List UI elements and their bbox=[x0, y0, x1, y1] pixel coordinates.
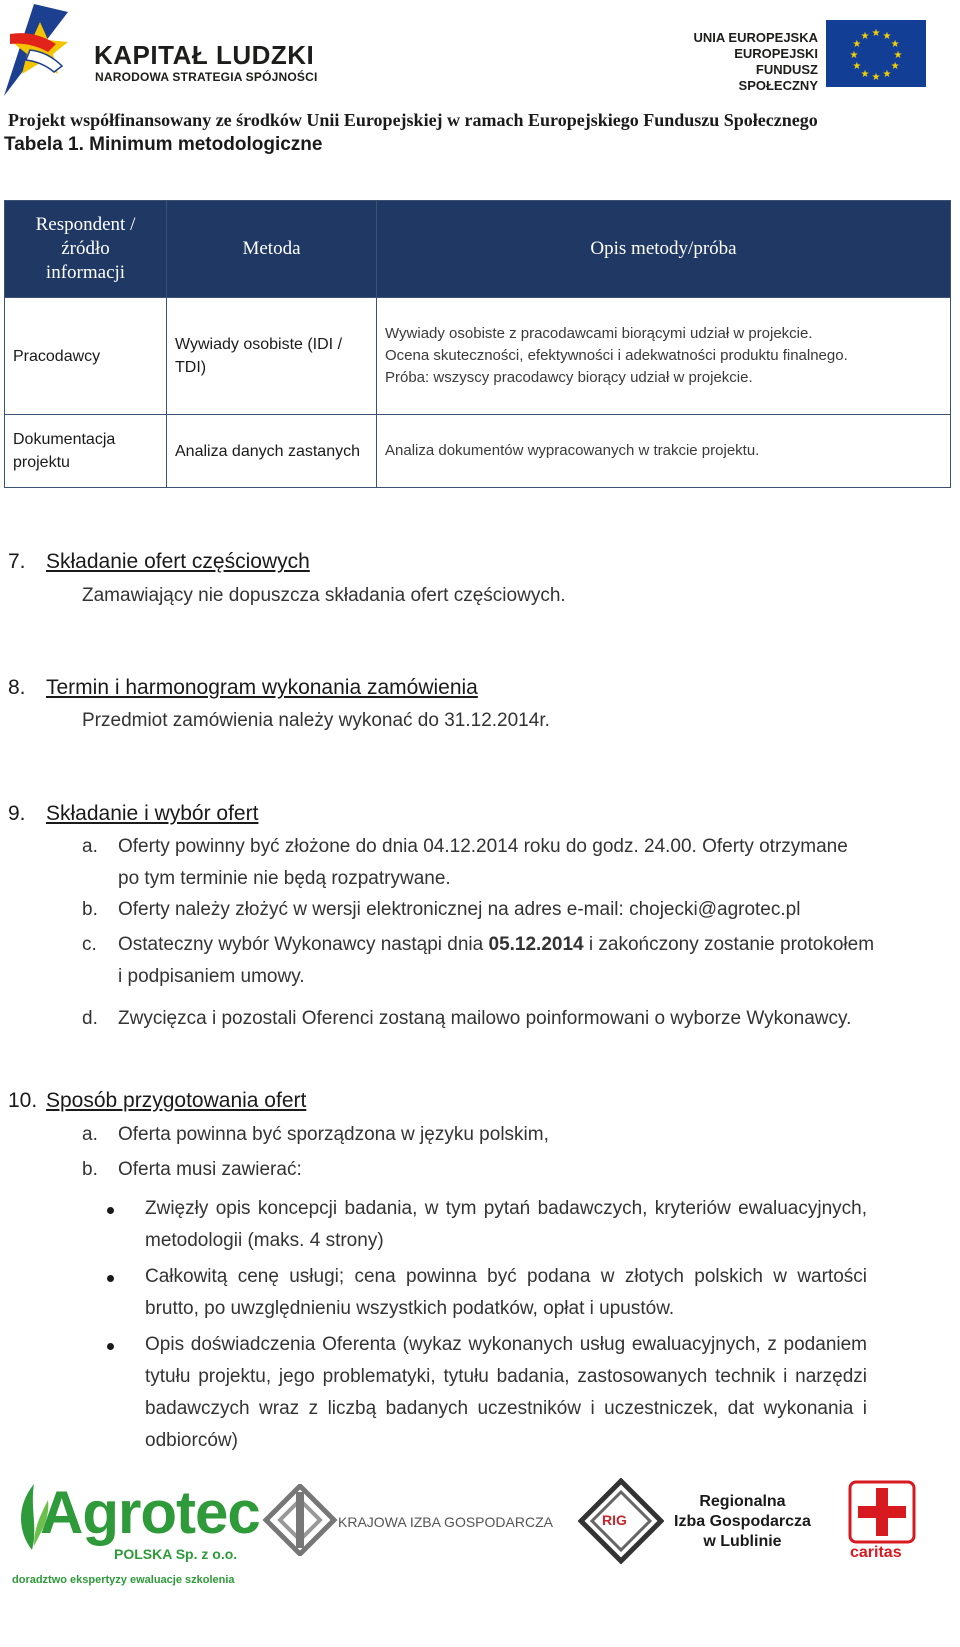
item-label: b. bbox=[82, 1159, 98, 1180]
item-content bbox=[118, 831, 942, 895]
star-emblem-icon bbox=[4, 4, 90, 100]
agrotec-tagline: doradztwo ekspertyzy ewaluacje szkolenia bbox=[12, 1574, 235, 1586]
agrotec-sub: POLSKA Sp. z o.o. bbox=[114, 1546, 238, 1562]
cell-method: Analiza danych zastanych bbox=[167, 415, 377, 488]
kig-text: KRAJOWA IZBA GOSPODARCZA bbox=[338, 1514, 553, 1530]
cell-respondent: Dokumentacja projektu bbox=[5, 415, 167, 488]
eu-flag-icon bbox=[826, 20, 926, 87]
eu-star-icon: ★ bbox=[882, 30, 892, 42]
item-line: po tym terminie nie będą rozpatrywane. bbox=[118, 868, 451, 889]
agrotec-name: Agrotec bbox=[40, 1479, 260, 1546]
list-item bbox=[82, 1154, 942, 1186]
bullet-dot-icon bbox=[107, 1343, 114, 1350]
header-respondent: Respondent / źródło informacji bbox=[5, 201, 167, 298]
text-run: Ostateczny wybór Wykonawcy nastąpi dnia bbox=[118, 934, 489, 955]
section-8-heading bbox=[8, 676, 478, 700]
bullet-dot-icon bbox=[107, 1275, 114, 1282]
section-8-text: Przedmiot zamówienia należy wykonać do 31.12.2014r. bbox=[82, 710, 550, 731]
list-item bbox=[82, 894, 942, 926]
item-line: i podpisaniem umowy. bbox=[118, 966, 305, 987]
kapital-ludzki-title: KAPITAŁ LUDZKI bbox=[94, 40, 315, 70]
bullet-text: Całkowitą cenę usługi; cena powinna być podana w złotych polskich w wartości brutto, po uwzględnieniu wszystkich podatków, opłat i upustów. bbox=[145, 1266, 867, 1319]
bullet-item bbox=[145, 1261, 867, 1325]
rig-logo bbox=[578, 1478, 810, 1564]
table-header-row bbox=[5, 201, 951, 298]
eu-star-icon: ★ bbox=[852, 39, 862, 50]
item-content bbox=[118, 929, 952, 993]
bullet-item bbox=[145, 1329, 867, 1457]
eu-star-icon: ★ bbox=[882, 69, 892, 81]
eu-line: UNIA EUROPEJSKA bbox=[693, 30, 818, 45]
item-content bbox=[118, 894, 942, 926]
eu-star-icon: ★ bbox=[852, 61, 862, 72]
cell-respondent: Pracodawcy bbox=[5, 298, 167, 415]
description-line: Próba: wszyscy pracodawcy biorący udział w projekcie. bbox=[385, 369, 753, 386]
eu-star-icon: ★ bbox=[890, 39, 900, 50]
description-line: Analiza dokumentów wypracowanych w trakcie projektu. bbox=[385, 442, 760, 459]
kig-logo bbox=[262, 1484, 562, 1562]
eu-logo bbox=[676, 14, 926, 93]
caritas-cross-icon bbox=[848, 1480, 916, 1544]
eu-star-icon: ★ bbox=[871, 72, 881, 83]
section-7-text: Zamawiający nie dopuszcza składania ofert częściowych. bbox=[82, 585, 566, 606]
item-label: a. bbox=[82, 1124, 98, 1145]
item-line: Oferty powinny być złożone do dnia 04.12.2014 roku do godz. 24.00. Oferty otrzymane bbox=[118, 836, 848, 857]
eu-star-icon: ★ bbox=[860, 30, 870, 42]
item-line: Oferty należy złożyć w wersji elektronicznej na adres e-mail: chojecki@agrotec.pl bbox=[118, 899, 801, 920]
section-title: Składanie i wybór ofert bbox=[46, 802, 259, 825]
rig-line: w Lublinie bbox=[703, 1533, 782, 1550]
eu-star-icon: ★ bbox=[860, 69, 870, 81]
kapital-ludzki-subtitle: NARODOWA STRATEGIA SPÓJNOŚCI bbox=[95, 70, 318, 84]
eu-text bbox=[676, 30, 818, 94]
list-item bbox=[82, 831, 942, 895]
rig-line: Regionalna bbox=[699, 1493, 786, 1510]
list-item bbox=[82, 1119, 942, 1151]
text-run: i zakończony zostanie protokołem bbox=[583, 934, 875, 955]
description-line: Wywiady osobiste z pracodawcami biorącymi udział w projekcie. bbox=[385, 325, 813, 342]
deadline-date: 05.12.2014 bbox=[488, 934, 584, 955]
bullet-text: Zwięzły opis koncepcji badania, w tym pytań badawczych, kryteriów ewaluacyjnych, metodologii (maks. 4 strony) bbox=[145, 1198, 867, 1251]
item-label: d. bbox=[82, 1008, 98, 1029]
agrotec-logo bbox=[8, 1474, 260, 1638]
section-number: 7. bbox=[8, 550, 26, 573]
list-item bbox=[82, 1003, 952, 1035]
bullet-item bbox=[145, 1193, 867, 1257]
section-number: 10. bbox=[8, 1089, 38, 1112]
eu-star-icon: ★ bbox=[893, 50, 903, 61]
section-7-heading bbox=[8, 550, 310, 574]
item-content bbox=[118, 1003, 952, 1035]
eu-star-icon: ★ bbox=[890, 61, 900, 72]
table-row bbox=[5, 415, 951, 488]
item-label: a. bbox=[82, 836, 98, 857]
methodology-table bbox=[4, 200, 951, 488]
section-title: Termin i harmonogram wykonania zamówienia bbox=[46, 676, 478, 699]
rig-line: Izba Gospodarcza bbox=[674, 1513, 811, 1530]
bullet-dot-icon bbox=[107, 1207, 114, 1214]
cell-description bbox=[377, 415, 951, 488]
eu-line: EUROPEJSKI bbox=[734, 46, 818, 61]
header-method: Metoda bbox=[167, 201, 377, 298]
cell-description bbox=[377, 298, 951, 415]
item-label: b. bbox=[82, 899, 98, 920]
item-label: c. bbox=[82, 934, 97, 955]
description-line: Ocena skuteczności, efektywności i adekwatności produktu finalnego. bbox=[385, 347, 848, 364]
header-description: Opis metody/próba bbox=[377, 201, 951, 298]
section-number: 9. bbox=[8, 802, 26, 825]
section-10-heading bbox=[8, 1089, 306, 1113]
item-line: Zwycięzca i pozostali Oferenci zostaną mailowo poinformowani o wyborze Wykonawcy. bbox=[118, 1008, 852, 1029]
cell-method: Wywiady osobiste (IDI / TDI) bbox=[167, 298, 377, 415]
section-9-heading bbox=[8, 802, 258, 826]
table-caption: Tabela 1. Minimum metodologiczne bbox=[4, 134, 323, 155]
item-line bbox=[118, 929, 952, 961]
kig-emblem-icon bbox=[262, 1484, 338, 1556]
item-content: Oferta musi zawierać: bbox=[118, 1159, 302, 1180]
table-row bbox=[5, 298, 951, 415]
cofunding-statement: Projekt współfinansowany ze środków Unii Europejskiej w ramach Europejskiego Funduszu Społecznego bbox=[8, 110, 818, 130]
eu-star-icon: ★ bbox=[849, 50, 859, 61]
rig-text bbox=[674, 1492, 811, 1552]
list-item bbox=[82, 929, 952, 993]
section-title: Składanie ofert częściowych bbox=[46, 550, 310, 573]
kapital-ludzki-logo bbox=[4, 4, 334, 100]
rig-badge: RIG bbox=[602, 1512, 627, 1528]
eu-star-icon: ★ bbox=[871, 28, 881, 39]
section-title: Sposób przygotowania ofert bbox=[46, 1089, 307, 1112]
item-content: Oferta powinna być sporządzona w języku polskim, bbox=[118, 1124, 549, 1145]
caritas-text: caritas bbox=[850, 1544, 902, 1561]
section-number: 8. bbox=[8, 676, 26, 699]
caritas-logo bbox=[848, 1480, 916, 1564]
bullet-text: Opis doświadczenia Oferenta (wykaz wykonanych usług ewaluacyjnych, z podaniem tytułu projektu, jego problematyki, tytułu badania, zastosowanych technik i narzędzi badawczych wraz z liczbą badanych uczestników i uczestniczek, dat wykonania i odbiorców) bbox=[145, 1334, 867, 1451]
eu-line: FUNDUSZ SPOŁECZNY bbox=[738, 62, 818, 93]
